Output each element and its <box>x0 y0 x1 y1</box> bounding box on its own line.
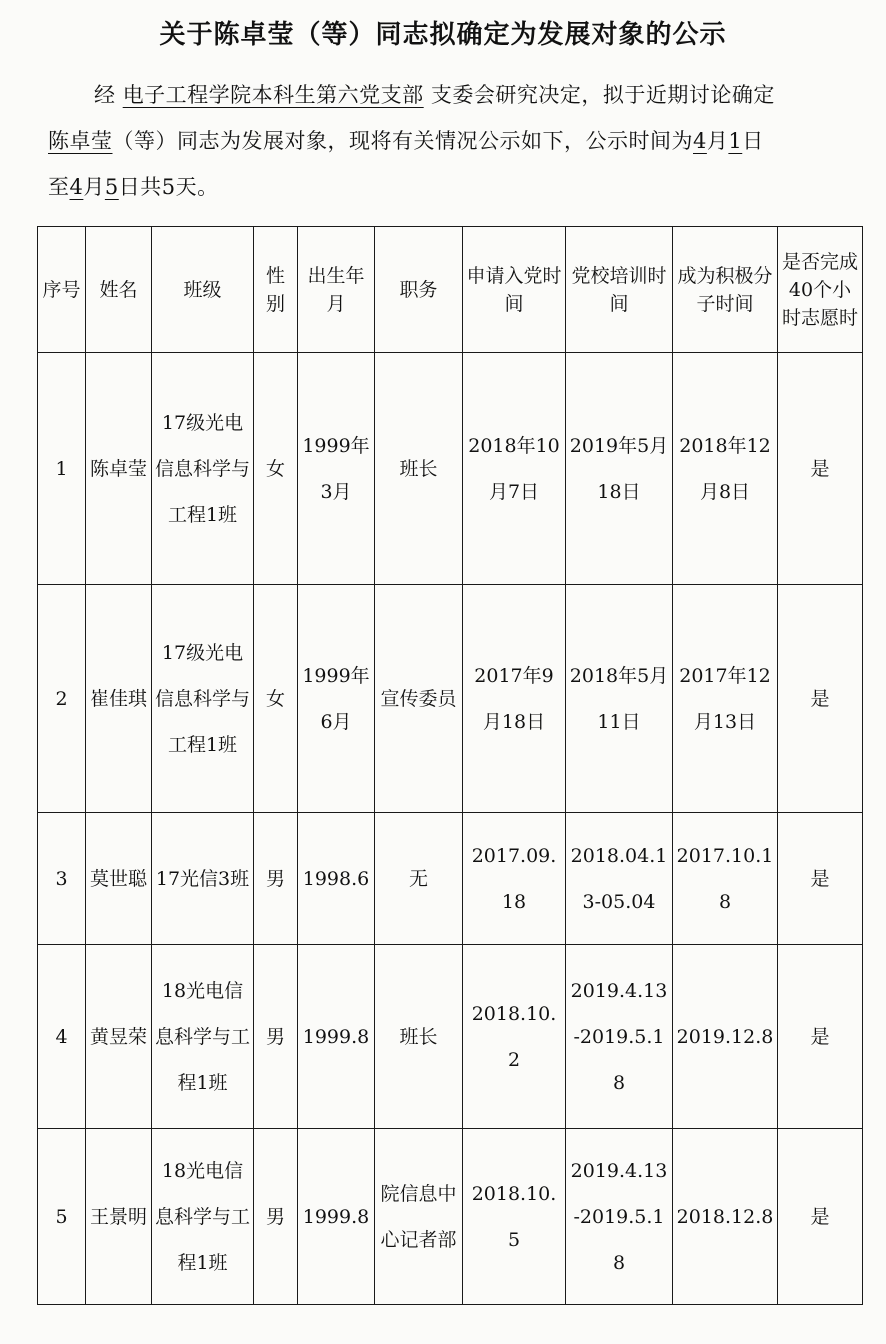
intro-tail: 日共5天。 <box>118 175 219 199</box>
cell-gender: 男 <box>254 1129 298 1305</box>
cell-apply-date: 2017.09. 18 <box>463 813 566 945</box>
cell-training-date: 2019.4.13-2019.5.18 <box>566 945 673 1129</box>
to-char: 至 <box>48 175 70 199</box>
header-training-date: 党校培训时间 <box>566 227 673 353</box>
cell-class: 17级光电信息科学与工程1班 <box>152 353 254 585</box>
cell-gender: 女 <box>254 585 298 813</box>
header-class: 班级 <box>152 227 254 353</box>
cell-apply-date: 2018.10.5 <box>463 1129 566 1305</box>
candidates-table <box>37 226 863 1305</box>
cell-birth: 1999年6月 <box>298 585 375 813</box>
intro-line-1 <box>48 72 868 118</box>
cell-index: 4 <box>38 945 86 1129</box>
cell-activist-date: 2017.10.18 <box>673 813 778 945</box>
cell-name: 崔佳琪 <box>86 585 152 813</box>
cell-gender: 男 <box>254 945 298 1129</box>
cell-activist-date: 2018年12月8日 <box>673 353 778 585</box>
cell-name: 陈卓莹 <box>86 353 152 585</box>
table-row <box>38 585 863 813</box>
cell-activist-date: 2019.12.8 <box>673 945 778 1129</box>
cell-activist-date: 2018.12.8 <box>673 1129 778 1305</box>
intro-paragraph <box>48 72 868 210</box>
day-char: 日 <box>742 129 764 153</box>
cell-class: 18光电信息科学与工程1班 <box>152 1129 254 1305</box>
header-position: 职务 <box>375 227 463 353</box>
cell-class: 17光信3班 <box>152 813 254 945</box>
end-day: 5 <box>104 175 119 199</box>
cell-name: 莫世聪 <box>86 813 152 945</box>
cell-index: 5 <box>38 1129 86 1305</box>
start-month: 4 <box>693 129 707 153</box>
cell-volunteer: 是 <box>778 1129 863 1305</box>
month-char-2: 月 <box>83 175 105 199</box>
cell-position: 宣传委员 <box>375 585 463 813</box>
cell-volunteer: 是 <box>778 585 863 813</box>
cell-birth: 1999.8 <box>298 945 375 1129</box>
month-char: 月 <box>706 129 729 153</box>
cell-position: 院信息中心记者部 <box>375 1129 463 1305</box>
header-apply-date: 申请入党时间 <box>463 227 566 353</box>
table-row <box>38 945 863 1129</box>
intro-line-2 <box>48 118 868 164</box>
cell-position: 班长 <box>375 353 463 585</box>
header-volunteer: 是否完成40个小时志愿时 <box>778 227 863 353</box>
end-month: 4 <box>69 175 84 199</box>
intro-prefix: 经 <box>94 83 116 107</box>
header-birth: 出生年月 <box>298 227 375 353</box>
cell-position: 班长 <box>375 945 463 1129</box>
candidate-name: 陈卓莹 <box>48 129 113 153</box>
cell-index: 2 <box>38 585 86 813</box>
cell-activist-date: 2017年12月13日 <box>673 585 778 813</box>
cell-birth: 1999年3月 <box>298 353 375 585</box>
cell-apply-date: 2017年9月18日 <box>463 585 566 813</box>
cell-volunteer: 是 <box>778 813 863 945</box>
cell-apply-date: 2018.10.2 <box>463 945 566 1129</box>
cell-name: 王景明 <box>86 1129 152 1305</box>
cell-training-date: 2018年5月11日 <box>566 585 673 813</box>
cell-training-date: 2019年5月18日 <box>566 353 673 585</box>
header-name: 姓名 <box>86 227 152 353</box>
start-day: 1 <box>728 129 743 153</box>
cell-gender: 男 <box>254 813 298 945</box>
cell-birth: 1998.6 <box>298 813 375 945</box>
branch-name: 电子工程学院本科生第六党支部 <box>122 83 424 107</box>
intro-suffix: 支委会研究决定，拟于近期讨论确定 <box>430 83 775 107</box>
header-index: 序号 <box>38 227 86 353</box>
cell-training-date: 2019.4.13-2019.5.18 <box>566 1129 673 1305</box>
cell-gender: 女 <box>254 353 298 585</box>
table-row <box>38 813 863 945</box>
page-title: 关于陈卓莹（等）同志拟确定为发展对象的公示 <box>159 20 727 50</box>
cell-position: 无 <box>375 813 463 945</box>
cell-class: 17级光电信息科学与工程1班 <box>152 585 254 813</box>
header-activist-date: 成为积极分子时间 <box>673 227 778 353</box>
cell-class: 18光电信息科学与工程1班 <box>152 945 254 1129</box>
table-row <box>38 1129 863 1305</box>
intro-line-3 <box>48 164 868 210</box>
intro-mid: （等）同志为发展对象，现将有关情况公示如下，公示时间为 <box>112 129 693 153</box>
cell-name: 黄昱荣 <box>86 945 152 1129</box>
cell-apply-date: 2018年10月7日 <box>463 353 566 585</box>
cell-index: 3 <box>38 813 86 945</box>
cell-training-date: 2018.04.13-05.04 <box>566 813 673 945</box>
cell-volunteer: 是 <box>778 945 863 1129</box>
table-row <box>38 353 863 585</box>
table-header-row <box>38 227 863 353</box>
cell-volunteer: 是 <box>778 353 863 585</box>
cell-index: 1 <box>38 353 86 585</box>
cell-birth: 1999.8 <box>298 1129 375 1305</box>
header-gender: 性别 <box>254 227 298 353</box>
